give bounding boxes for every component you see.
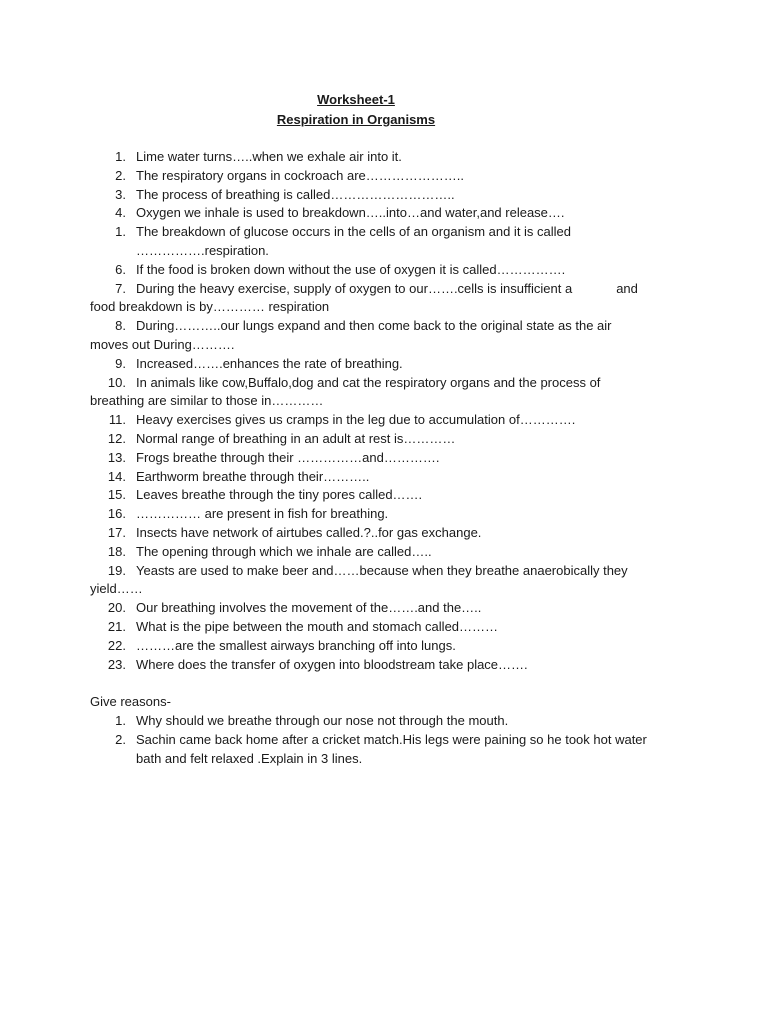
question-item [0,355,768,374]
question-item [0,599,768,618]
question-item [0,167,768,186]
question-number: 4. [115,205,126,221]
question-text: The process of breathing is called……………………….. [136,186,455,202]
question-item [0,543,768,562]
question-text: Frogs breathe through their ……………and…………. [136,449,440,465]
reason-text-continued: bath and felt relaxed .Explain in 3 lines. [136,750,363,766]
question-item [0,430,768,449]
question-item [0,505,768,524]
question-number: 2. [115,167,126,183]
question-number: 9. [115,355,126,371]
question-number: 16. [107,506,126,522]
question-item [0,204,768,223]
question-text-continued: yield…… [90,581,143,597]
question-item [0,280,768,318]
reason-text: Why should we breathe through our nose not through the mouth. [136,713,509,728]
question-text: …………… are present in fish for breathing. [136,506,389,522]
question-item [0,562,768,600]
question-number: 20. [107,600,126,616]
reason-number: 1. [115,713,126,728]
question-number: 19. [107,562,126,578]
question-text: Heavy exercises gives us cramps in the leg due to accumulation of…………. [136,412,576,428]
question-text: Oxygen we inhale is used to breakdown…..into…and water,and release…. [136,205,565,221]
question-number: 17. [107,524,126,540]
question-item [0,261,768,280]
question-number: 22. [107,637,126,653]
reasons-heading: Give reasons- [90,694,171,709]
question-text: The opening through which we inhale are called….. [136,543,432,559]
question-item [0,374,768,412]
question-text: Lime water turns…..when we exhale air into it. [136,149,402,164]
question-text-continued: food breakdown is by………… respiration [90,299,330,315]
question-text-tail: and [616,280,638,296]
question-number: 12. [107,430,126,446]
question-text: Our breathing involves the movement of the…….and the….. [136,600,482,616]
question-text: The breakdown of glucose occurs in the cells of an organism and it is called [136,224,572,240]
question-text: During………..our lungs expand and then come back to the original state as the air [136,318,612,334]
question-number: 11. [108,412,126,428]
question-text: Yeasts are used to make beer and……because when they breathe anaerobically they [136,562,628,578]
question-text: Earthworm breathe through their……….. [136,468,370,484]
question-item [0,449,768,468]
question-item [0,411,768,430]
reason-text: Sachin came back home after a cricket match.His legs were paining so he took hot water [136,731,647,747]
question-number: 21. [107,618,126,634]
question-text: If the food is broken down without the use of oxygen it is called……………. [136,261,566,277]
question-number: 1. [115,224,126,240]
worksheet-subtitle: Respiration in Organisms [276,112,436,127]
question-item [0,223,768,261]
question-item [0,637,768,656]
question-list [0,148,768,674]
question-text: Where does the transfer of oxygen into bloodstream take place……. [136,656,528,672]
question-number: 23. [107,656,126,672]
question-number: 18. [107,543,126,559]
question-number: 1. [115,149,126,164]
reason-number: 2. [115,731,126,747]
reasons-list [0,712,768,768]
question-item [0,148,768,167]
question-text: The respiratory organs in cockroach are………………….. [136,167,464,183]
question-number: 3. [115,186,126,202]
question-number: 7. [115,280,126,296]
question-item [0,524,768,543]
question-text: What is the pipe between the mouth and stomach called……… [136,618,499,634]
question-number: 8. [115,318,126,334]
question-item [0,618,768,637]
question-text: Normal range of breathing in an adult at rest is………… [136,430,456,446]
question-text: Insects have network of airtubes called.?..for gas exchange. [136,524,482,540]
question-item [0,317,768,355]
question-item [0,186,768,205]
question-text: Increased…….enhances the rate of breathing. [136,355,403,371]
question-number: 10. [107,374,126,390]
reason-item [0,731,768,769]
question-text-continued: moves out During………. [90,336,235,352]
question-item [0,468,768,487]
question-text-continued: breathing are similar to those in………… [90,393,324,409]
question-number: 6. [115,261,126,277]
question-text: During the heavy exercise, supply of oxygen to our…….cells is insufficient a [136,280,573,296]
question-text: ………are the smallest airways branching off into lungs. [136,637,456,653]
question-number: 15. [107,487,126,503]
question-item [0,486,768,505]
question-number: 14. [107,468,126,484]
question-text: In animals like cow,Buffalo,dog and cat the respiratory organs and the process of [136,374,601,390]
question-text: Leaves breathe through the tiny pores called……. [136,487,423,503]
question-number: 13. [107,449,126,465]
question-item [0,656,768,675]
worksheet-title: Worksheet-1 [317,92,395,107]
question-text-continued: …………….respiration. [136,242,269,258]
reason-item [0,712,768,731]
